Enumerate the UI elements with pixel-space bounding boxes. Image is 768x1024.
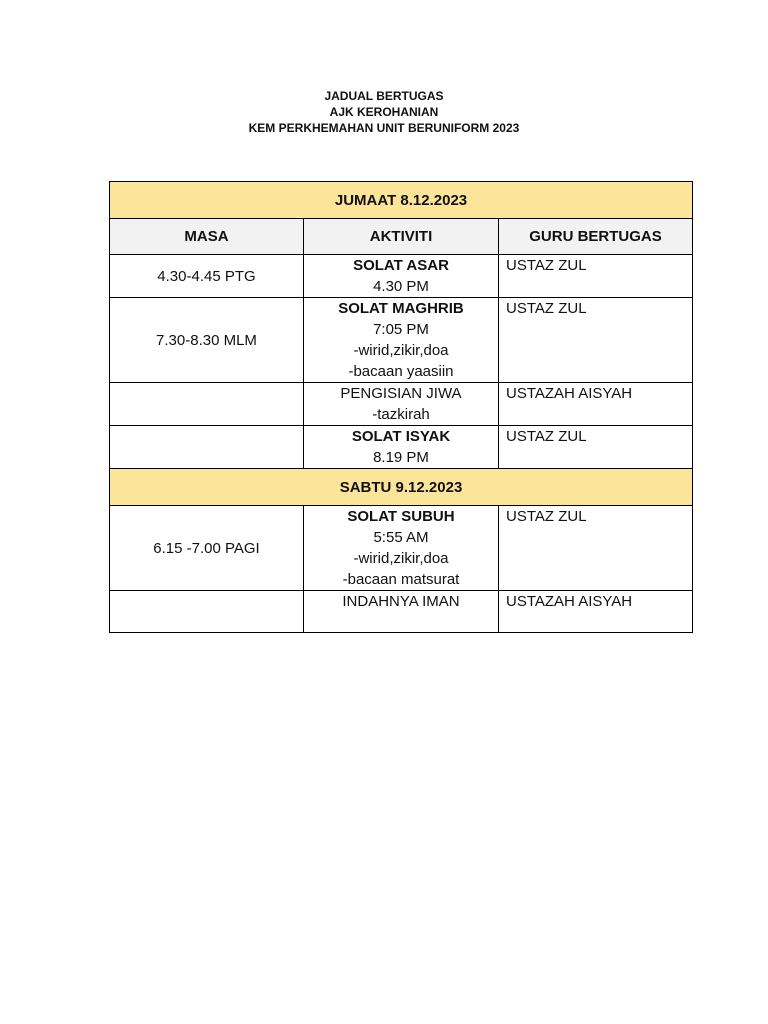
time-cell: 7.30-8.30 MLM: [110, 298, 304, 383]
activity-line: 8.19 PM: [373, 449, 429, 466]
activity-line: 5:55 AM: [373, 529, 429, 546]
header-aktiviti: AKTIVITI: [304, 219, 499, 255]
guru-cell: USTAZAH AISYAH: [499, 383, 693, 426]
activity-line: -bacaan matsurat: [342, 571, 460, 588]
header-guru-bertugas: GURU BERTUGAS: [499, 219, 693, 255]
table-row: [110, 591, 693, 633]
day-row-saturday: [110, 469, 693, 506]
activity-line: 7:05 PM: [373, 321, 429, 338]
day-label: SABTU 9.12.2023: [110, 469, 693, 506]
guru-cell: USTAZ ZUL: [499, 426, 693, 469]
activity-line: -wirid,zikir,doa: [353, 550, 449, 567]
activity-title: SOLAT ISYAK: [351, 428, 451, 445]
table-header-row: [110, 219, 693, 255]
header-masa: MASA: [110, 219, 304, 255]
guru-cell: USTAZ ZUL: [499, 298, 693, 383]
activity-cell: [304, 383, 499, 426]
activity-line: PENGISIAN JIWA: [340, 385, 462, 402]
table-row: [110, 255, 693, 298]
table-row: [110, 298, 693, 383]
activity-line: -tazkirah: [372, 406, 430, 423]
activity-cell: [304, 298, 499, 383]
activity-title: SOLAT SUBUH: [347, 508, 455, 525]
activity-line: INDAHNYA IMAN: [342, 593, 460, 610]
time-cell: 6.15 -7.00 PAGI: [110, 506, 304, 591]
time-cell: [110, 383, 304, 426]
activity-title: SOLAT ASAR: [353, 257, 449, 274]
day-row-friday: [110, 182, 693, 219]
table-row: [110, 426, 693, 469]
guru-cell: USTAZ ZUL: [499, 255, 693, 298]
activity-cell: [304, 506, 499, 591]
table-row: [110, 383, 693, 426]
guru-cell: USTAZAH AISYAH: [499, 591, 693, 633]
activity-line: 4.30 PM: [373, 278, 429, 295]
duty-schedule-table: [109, 181, 693, 633]
document-title: [0, 88, 768, 136]
activity-line: -bacaan yaasiin: [348, 363, 454, 380]
time-cell: [110, 591, 304, 633]
activity-title: SOLAT MAGHRIB: [338, 300, 464, 317]
title-line-3: KEM PERKHEMAHAN UNIT BERUNIFORM 2023: [248, 121, 520, 135]
day-label: JUMAAT 8.12.2023: [110, 182, 693, 219]
title-line-2: AJK KEROHANIAN: [329, 105, 439, 119]
table-row: [110, 506, 693, 591]
title-line-1: JADUAL BERTUGAS: [324, 89, 444, 103]
guru-cell: USTAZ ZUL: [499, 506, 693, 591]
time-cell: 4.30-4.45 PTG: [110, 255, 304, 298]
activity-line: -wirid,zikir,doa: [353, 342, 449, 359]
activity-cell: [304, 255, 499, 298]
activity-cell: [304, 591, 499, 633]
activity-cell: [304, 426, 499, 469]
time-cell: [110, 426, 304, 469]
